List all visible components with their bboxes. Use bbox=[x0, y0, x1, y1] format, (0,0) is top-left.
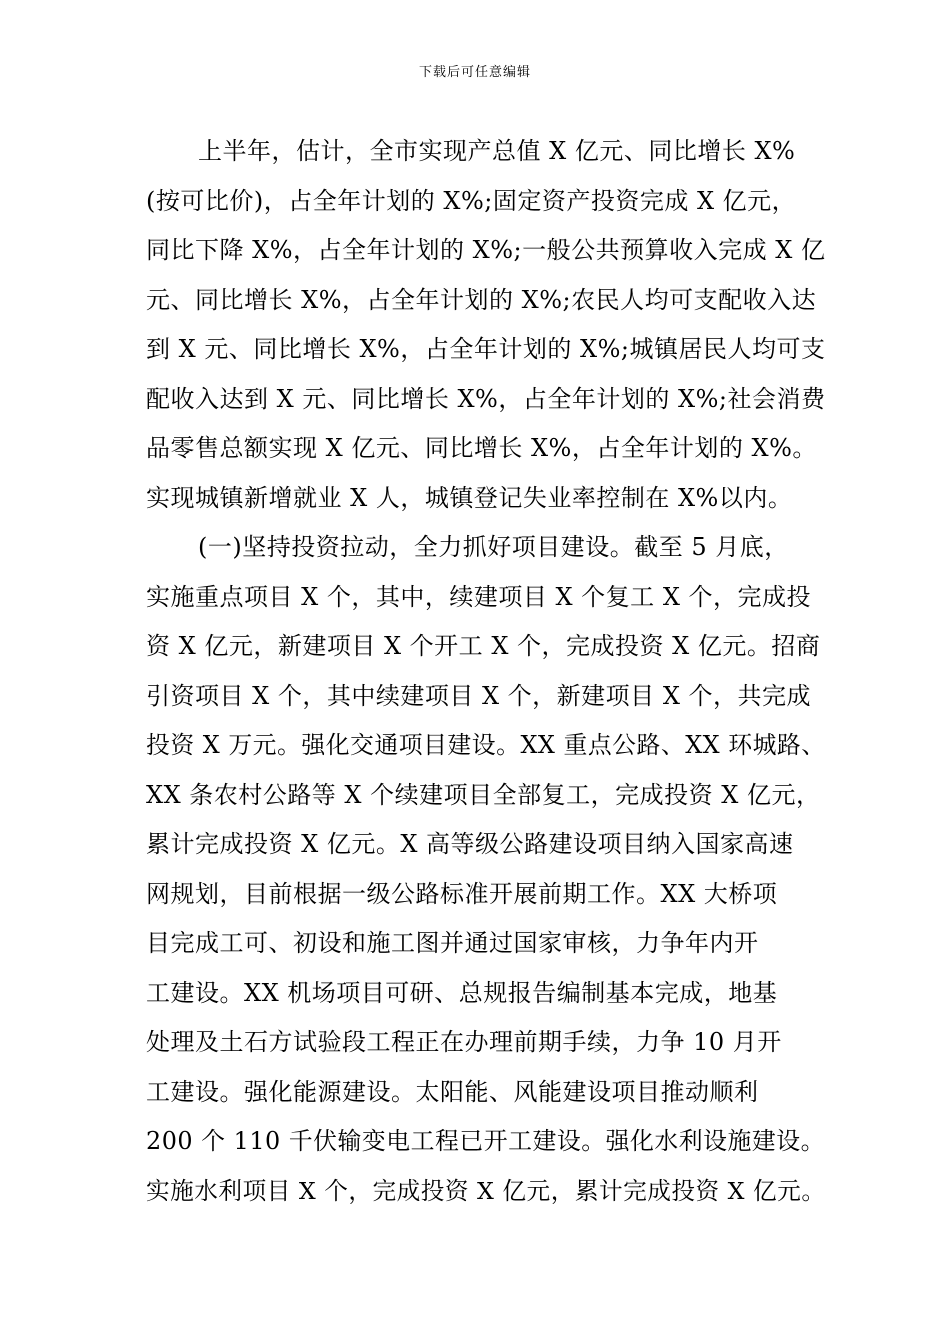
paragraph-line: 网规划，目前根据一级公路标准开展前期工作。XX 大桥项 bbox=[146, 879, 778, 908]
paragraph-line: 200 个 110 千伏输变电工程已开工建设。强化水利设施建设。 bbox=[146, 1127, 826, 1155]
paragraph-line: (一)坚持投资拉动，全力抓好项目建设。截至 5 月底， bbox=[198, 533, 789, 561]
page-header: 下载后可任意编辑 bbox=[418, 65, 531, 80]
paragraph-line: 元、同比增长 X%，占全年计划的 X%;农民人均可支配收入达 bbox=[146, 285, 817, 314]
paragraph-line: XX 条农村公路等 X 个续建项目全部复工，完成投资 X 亿元， bbox=[146, 780, 821, 809]
paragraph-line: 实现城镇新增就业 X 人，城镇登记失业率控制在 X%以内。 bbox=[146, 483, 793, 512]
paragraph-line: 品零售总额实现 X 亿元、同比增长 X%，占全年计划的 X%。 bbox=[146, 434, 817, 462]
paragraph-line: (按可比价)，占全年计划的 X%;固定资产投资完成 X 亿元， bbox=[146, 186, 797, 215]
paragraph-line: 资 X 亿元，新建项目 X 个开工 X 个，完成投资 X 亿元。招商 bbox=[146, 632, 821, 660]
paragraph-line: 上半年，估计，全市实现产总值 X 亿元、同比增长 X% bbox=[198, 137, 796, 165]
paragraph-line: 同比下降 X%，占全年计划的 X%;一般公共预算收入完成 X 亿 bbox=[146, 236, 826, 264]
paragraph-line: 实施水利项目 X 个，完成投资 X 亿元，累计完成投资 X 亿元。 bbox=[146, 1176, 826, 1205]
paragraph-line: 投资 X 万元。强化交通项目建设。XX 重点公路、XX 环城路、 bbox=[146, 731, 826, 759]
paragraph-line: 工建设。XX 机场项目可研、总规报告编制基本完成，地基 bbox=[146, 978, 778, 1007]
paragraph-line: 目完成工可、初设和施工图并通过国家审核，力争年内开 bbox=[146, 929, 759, 957]
paragraph-line: 处理及土石方试验段工程正在办理前期手续，力争 10 月开 bbox=[146, 1028, 782, 1056]
paragraph-line: 实施重点项目 X 个，其中，续建项目 X 个复工 X 个，完成投 bbox=[146, 582, 812, 611]
paragraph-line: 累计完成投资 X 亿元。X 高等级公路建设项目纳入国家高速 bbox=[146, 830, 794, 858]
paragraph-line: 工建设。强化能源建设。太阳能、风能建设项目推动顺利 bbox=[146, 1077, 759, 1106]
paragraph-line: 到 X 元、同比增长 X%，占全年计划的 X%;城镇居民人均可支 bbox=[146, 335, 826, 363]
paragraph-line: 配收入达到 X 元、同比增长 X%，占全年计划的 X%;社会消费 bbox=[146, 384, 826, 413]
document-body bbox=[146, 127, 826, 1216]
paragraph-line: 引资项目 X 个，其中续建项目 X 个，新建项目 X 个，共完成 bbox=[146, 681, 812, 710]
